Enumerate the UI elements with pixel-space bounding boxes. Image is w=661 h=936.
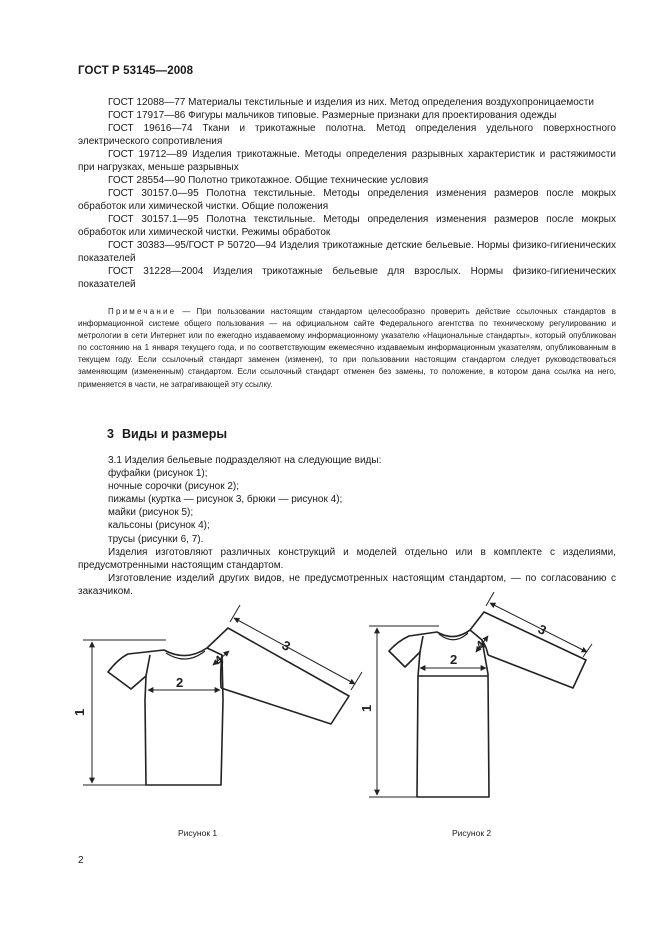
- reference-item: ГОСТ 19616—74 Ткани и трикотажные полотна. Метод определения удельного поверхностного электрического сопротивления: [78, 123, 616, 147]
- list-item: кальсоны (рисунок 4);: [108, 520, 210, 532]
- section-number: 3: [107, 427, 114, 441]
- list-item: фуфайки (рисунок 1);: [108, 468, 208, 480]
- dim-label-4: 4: [472, 637, 489, 654]
- page-number: 2: [78, 855, 84, 866]
- dim-label-1: 1: [72, 708, 87, 716]
- dim-label-3: 3: [279, 637, 294, 655]
- list-item: трусы (рисунки 6, 7).: [108, 533, 204, 545]
- list-item: майки (рисунок 5);: [108, 507, 194, 519]
- list-item: ночные сорочки (рисунок 2);: [108, 481, 240, 493]
- reference-item: ГОСТ 30157.1—95 Полотна текстильные. Методы определения изменения размеров после мокрых обработок или химической чистки. Режимы обработок: [78, 214, 616, 238]
- reference-item: ГОСТ 31228—2004 Изделия трикотажные бельевые для взрослых. Нормы физико-гигиенических показателей: [78, 266, 616, 290]
- note-label: Примечание: [108, 307, 177, 316]
- dim-label-2: 2: [450, 652, 458, 667]
- list-item: пижамы (куртка — рисунок 3, брюки — рисунок 4);: [108, 494, 343, 506]
- dim-label-1: 1: [359, 704, 374, 712]
- figure-2-dimension-labels: [359, 621, 549, 712]
- document-header: ГОСТ Р 53145—2008: [78, 65, 194, 77]
- figure-1-dimension-labels: [72, 637, 293, 716]
- figure-2-caption: Рисунок 2: [452, 828, 492, 838]
- clause-intro: 3.1 Изделия бельевые подразделяют на следующие виды:: [108, 455, 382, 466]
- paragraph: Изготовление изделий других видов, не предусмотренных настоящим стандартом, — по согласованию с заказчиком.: [78, 572, 616, 597]
- paragraph: Изделия изготовляют различных конструкций и моделей отдельно или в комплекте с изделиями, предусмотренными настоящим стандартом.: [78, 546, 616, 571]
- figure-2-garment: [389, 612, 586, 797]
- reference-item: ГОСТ 28554—90 Полотно трикотажное. Общие технические условия: [108, 175, 429, 186]
- reference-item: ГОСТ 17917—86 Фигуры мальчиков типовые. Размерные признаки для проектирования одежды: [108, 110, 557, 121]
- note-text: — При пользовании настоящим стандартом целесообразно проверить действие ссылочных стандартов в информационной системе общего пользования — на официальном сайте Федерального агентства по техническому регулированию и метрологии в сети Интернет или по ежегодно издаваемому информационному указателю «Национальные стандарты», который опубликован по состоянию на 1 января текущего года, и по соответствующим ежемесячно издаваемым информационным указателям, опубликованным в текущем году. Если ссылочный стандарт заменен (изменен), то при пользовании настоящим стандартом следует руководствоваться заменяющим (измененным) стандартом. Если ссылочный стандарт отменен без замены, то положение, в котором дана ссылка на него, применяется в части, не затрагивающей эту ссылку.: [78, 307, 616, 389]
- dim-label-2: 2: [176, 675, 184, 690]
- reference-item: ГОСТ 19712—89 Изделия трикотажные. Методы определения разрывных характеристик и растяжимости при нагрузках, меньше разрывных: [78, 149, 616, 173]
- dim-label-4: 4: [211, 652, 227, 669]
- figure-2-dimensions: [369, 592, 592, 797]
- reference-item: ГОСТ 12088—77 Материалы текстильные и изделия из них. Метод определения воздухопроницаемости: [108, 97, 594, 108]
- figure-1-caption: Рисунок 1: [178, 828, 218, 838]
- reference-item: ГОСТ 30383—95/ГОСТ Р 50720—94 Изделия трикотажные детские бельевые. Нормы физико-гигиенических показателей: [78, 240, 616, 264]
- section-title: Виды и размеры: [121, 427, 228, 441]
- dim-label-3: 3: [535, 621, 549, 638]
- reference-item: ГОСТ 30157.0—95 Полотна текстильные. Методы определения изменения размеров после мокрых обработок или химической чистки. Общие положения: [78, 188, 616, 212]
